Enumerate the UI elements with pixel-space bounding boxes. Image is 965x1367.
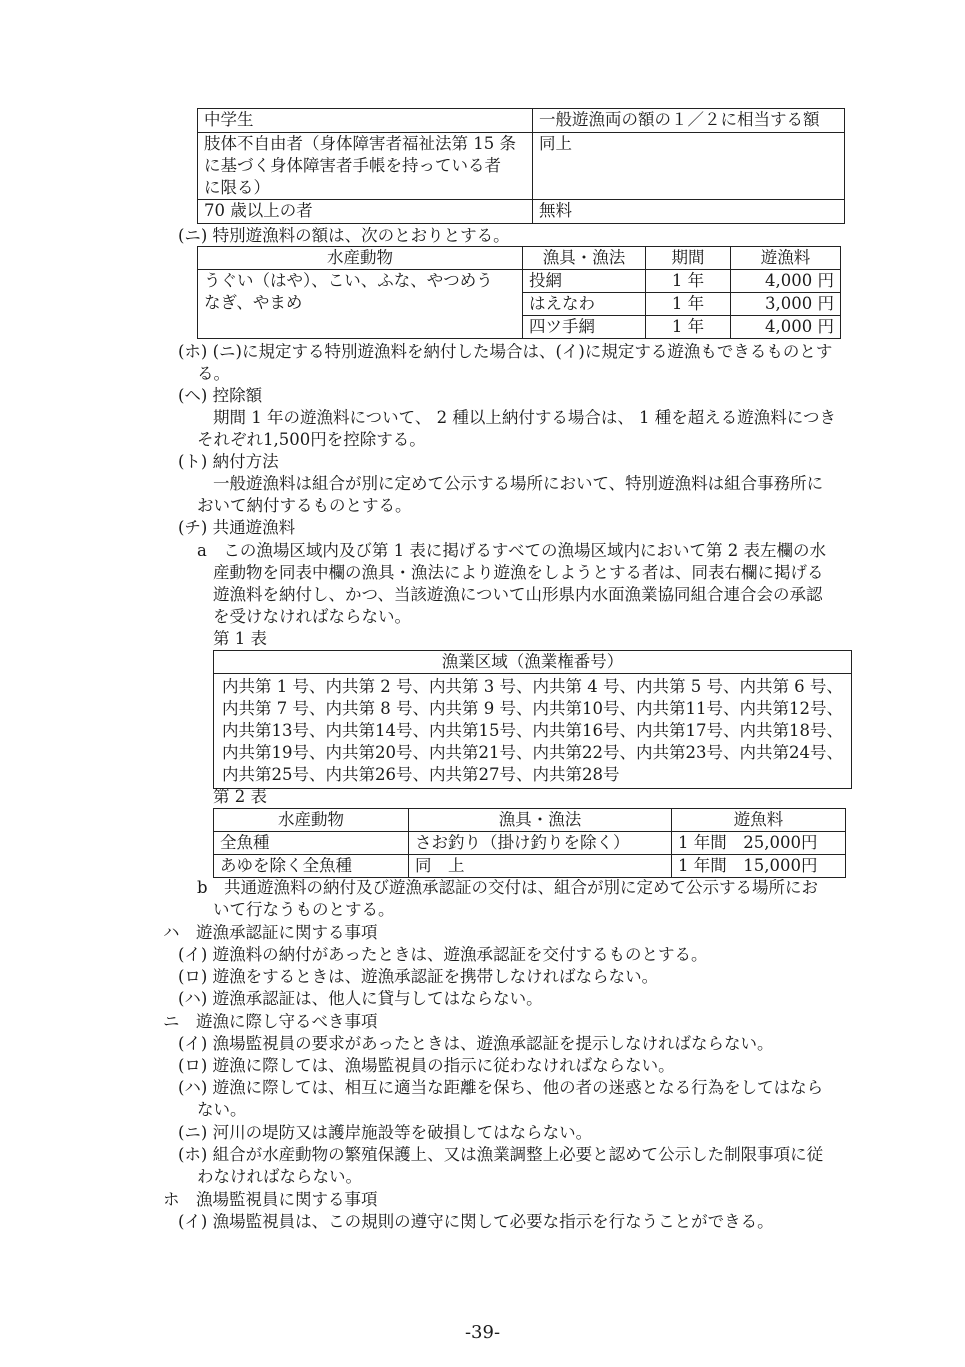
- table2-header: 水産動物: [214, 809, 409, 832]
- table2: [213, 808, 846, 878]
- gear-cell: はえなわ: [523, 293, 646, 316]
- section-ha-title: ハ 遊漁承認証に関する事項: [163, 923, 378, 942]
- fee-who-line: に基づく身体障害者手帳を持っている者: [204, 156, 501, 175]
- table2-cell: 同 上: [409, 855, 672, 878]
- table1-line: 内共第25号、内共第26号、内共第27号、内共第28号: [222, 765, 620, 784]
- table1-line: 内共第13号、内共第14号、内共第15号、内共第16号、内共第17号、内共第18号、: [222, 721, 843, 740]
- animal-line: なぎ、やまめ: [204, 293, 303, 312]
- section-ni-item-cont: ない。: [197, 1100, 247, 1119]
- table1-line: 内共第 1 号、内共第 2 号、内共第 3 号、内共第 4 号、内共第 5 号、内共第 6 号、: [222, 677, 843, 696]
- fee-who-line: に限る）: [204, 178, 270, 197]
- fee-amount: 一般遊漁両の額の１／２に相当する額: [533, 109, 845, 133]
- table2-cell: あゆを除く全魚種: [214, 855, 409, 878]
- section-ni-title: ニ 遊漁に際し守るべき事項: [163, 1012, 378, 1031]
- special-fee-table: [197, 246, 841, 339]
- table2-header: 遊魚料: [672, 809, 846, 832]
- gear-cell: 投網: [523, 270, 646, 293]
- section-ho-cont: る。: [197, 364, 230, 383]
- table2-cell: 1 年間 15,000円: [672, 855, 846, 878]
- section-chi-title: (チ) 共通遊漁料: [178, 518, 296, 537]
- section-ni-item: (イ) 漁場監視員の要求があったときは、遊漁承認証を提示しなければならない。: [178, 1034, 774, 1053]
- table1: [213, 650, 852, 789]
- table2-cell: さお釣り（掛け釣りを除く）: [409, 832, 672, 855]
- section-chi-a: 遊漁料を納付し、かつ、当該遊漁について山形県内水面漁業協同組合連合会の承認: [213, 585, 823, 604]
- section-ni-item: (ホ) 組合が水産動物の繁殖保護上、又は漁業調整上必要と認めて公示した制限事項に従: [178, 1145, 824, 1164]
- section-ni-item: (ロ) 遊漁に際しては、漁場監視員の指示に従わなければならない。: [178, 1056, 675, 1075]
- fee-who: [198, 133, 533, 200]
- table1-label: 第 1 表: [213, 629, 267, 648]
- table2-cell: 全魚種: [214, 832, 409, 855]
- fee-table: [197, 108, 845, 224]
- table1-body: [214, 674, 852, 789]
- table1-line: 内共第19号、内共第20号、内共第21号、内共第22号、内共第23号、内共第24号、: [222, 743, 843, 762]
- section-ni-item: (ニ) 河川の堤防又は護岸施設等を破損してはならない。: [178, 1123, 593, 1142]
- header-gear: 漁具・漁法: [523, 247, 646, 270]
- page-number: -39-: [464, 1322, 501, 1343]
- period-cell: 1 年: [646, 270, 731, 293]
- header-fee: 遊漁料: [731, 247, 841, 270]
- table1-header: 漁業区域（漁業権番号）: [214, 651, 852, 674]
- fee-cell: 3,000 円: [731, 293, 841, 316]
- section-chi-a: を受けなければならない。: [213, 607, 411, 626]
- section-to-body: 一般遊漁料は組合が別に定めて公示する場所において、特別遊漁料は組合事務所に: [213, 474, 824, 493]
- header-animal: 水産動物: [198, 247, 523, 270]
- gear-cell: 四ツ手網: [523, 316, 646, 339]
- section-he-body: 期間 1 年の遊漁料について、 2 種以上納付する場合は、 1 種を超える遊漁料につき: [213, 408, 836, 427]
- table2-header: 漁具・漁法: [409, 809, 672, 832]
- section-chi-b: いて行なうものとする。: [213, 900, 395, 919]
- fee-who-line: 肢体不自由者（身体障害者福祉法第 15 条: [204, 134, 516, 153]
- fee-cell: 4,000 円: [731, 270, 841, 293]
- section-hoe-title: ホ 漁場監視員に関する事項: [163, 1190, 378, 1209]
- section-ni-item-cont: わなければならない。: [197, 1167, 362, 1186]
- section-chi-a: a この漁場区域内及び第 1 表に掲げるすべての漁場区域内において第 2 表左欄の水: [197, 541, 826, 560]
- fee-cell: 4,000 円: [731, 316, 841, 339]
- section-to-body: おいて納付するものとする。: [197, 496, 412, 515]
- fee-amount: 無料: [533, 200, 845, 224]
- section-he-title: (ヘ) 控除額: [178, 386, 263, 405]
- table1-line: 内共第 7 号、内共第 8 号、内共第 9 号、内共第10号、内共第11号、内共第12号、: [222, 699, 843, 718]
- animal-cell: [198, 270, 523, 339]
- section-he-body: それぞれ1,500円を控除する。: [197, 430, 426, 449]
- fee-amount: 同上: [533, 133, 845, 200]
- period-cell: 1 年: [646, 316, 731, 339]
- section-hoe-item: (イ) 漁場監視員は、この規則の遵守に関して必要な指示を行なうことができる。: [178, 1212, 774, 1231]
- section-to-title: (ト) 納付方法: [178, 452, 279, 471]
- section-chi-a: 産動物を同表中欄の漁具・漁法により遊漁をしようとする者は、同表右欄に掲げる: [213, 563, 824, 582]
- table2-label: 第 2 表: [213, 787, 267, 806]
- section-ni: (ニ) 特別遊漁料の額は、次のとおりとする。: [178, 226, 510, 245]
- section-ha-item: (イ) 遊漁料の納付があったときは、遊漁承認証を交付するものとする。: [178, 945, 708, 964]
- section-chi-b: b 共通遊漁料の納付及び遊漁承認証の交付は、組合が別に定めて公示する場所にお: [197, 878, 819, 897]
- section-ha-item: (ロ) 遊漁をするときは、遊漁承認証を携帯しなければならない。: [178, 967, 659, 986]
- fee-who: 70 歳以上の者: [198, 200, 533, 224]
- header-period: 期間: [646, 247, 731, 270]
- section-ho: (ホ) (ニ)に規定する特別遊漁料を納付した場合は、(イ)に規定する遊漁もできるものとす: [178, 342, 833, 361]
- section-ha-item: (ハ) 遊漁承認証は、他人に貸与してはならない。: [178, 989, 543, 1008]
- table2-cell: 1 年間 25,000円: [672, 832, 846, 855]
- section-ni-item: (ハ) 遊漁に際しては、相互に適当な距離を保ち、他の者の迷惑となる行為をしてはなら: [178, 1078, 824, 1097]
- fee-who: 中学生: [198, 109, 533, 133]
- period-cell: 1 年: [646, 293, 731, 316]
- animal-line: うぐい（はや）、こい、ふな、やつめう: [204, 271, 493, 290]
